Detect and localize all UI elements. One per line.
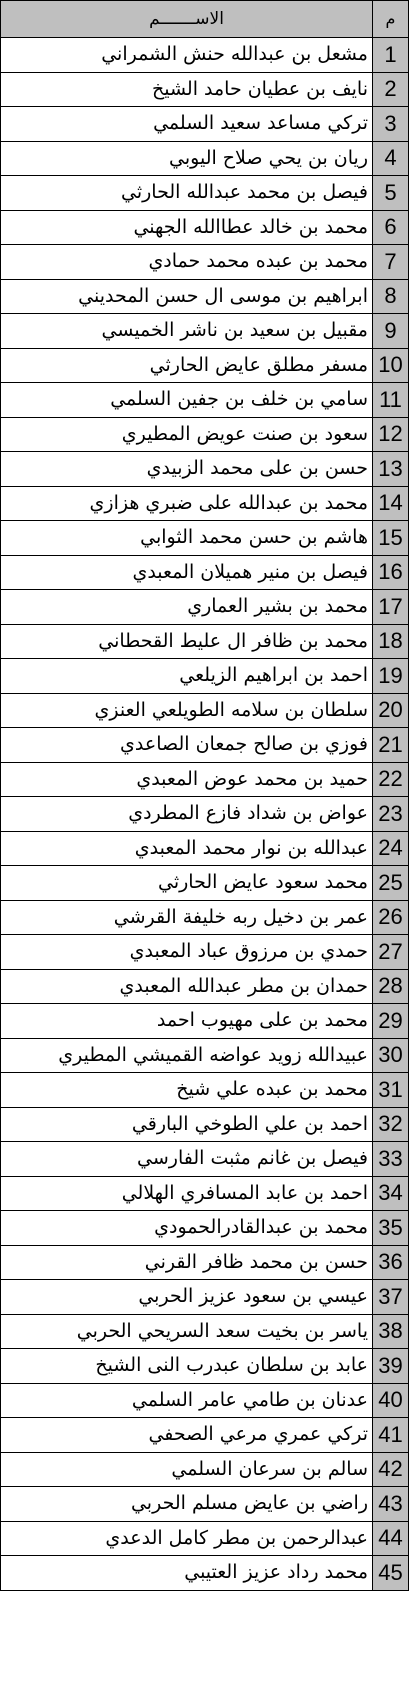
row-number: 4 bbox=[373, 141, 409, 176]
row-number: 30 bbox=[373, 1038, 409, 1073]
table-row bbox=[1, 1142, 409, 1177]
row-name: حميد بن محمد عوض المعبدي bbox=[1, 762, 373, 797]
table-row bbox=[1, 693, 409, 728]
row-name: عبدالله بن نوار محمد المعبدي bbox=[1, 831, 373, 866]
row-name: محمد بن عبدالقادرالحمودي bbox=[1, 1211, 373, 1246]
row-number: 13 bbox=[373, 452, 409, 487]
row-name: عابد بن سلطان عبدرب النى الشيخ bbox=[1, 1349, 373, 1384]
table-row bbox=[1, 935, 409, 970]
row-name: محمد رداد عزيز العتيبي bbox=[1, 1556, 373, 1591]
row-number: 3 bbox=[373, 107, 409, 142]
row-name: عمر بن دخيل ربه خليفة القرشي bbox=[1, 900, 373, 935]
row-name: حسن بن على محمد الزبيدي bbox=[1, 452, 373, 487]
row-number: 10 bbox=[373, 348, 409, 383]
table-header bbox=[1, 1, 409, 38]
row-name: فيصل بن محمد عبدالله الحارثي bbox=[1, 176, 373, 211]
row-name: فيصل بن منير هميلان المعبدي bbox=[1, 555, 373, 590]
row-name: حمدي بن مرزوق عباد المعبدي bbox=[1, 935, 373, 970]
row-number: 35 bbox=[373, 1211, 409, 1246]
table-row bbox=[1, 1211, 409, 1246]
table-row bbox=[1, 1452, 409, 1487]
row-number: 25 bbox=[373, 866, 409, 901]
row-name: هاشم بن حسن محمد الثوابي bbox=[1, 521, 373, 556]
row-number: 28 bbox=[373, 969, 409, 1004]
row-number: 6 bbox=[373, 210, 409, 245]
table-row bbox=[1, 1418, 409, 1453]
row-number: 33 bbox=[373, 1142, 409, 1177]
row-number: 39 bbox=[373, 1349, 409, 1384]
table-row bbox=[1, 866, 409, 901]
row-number: 38 bbox=[373, 1314, 409, 1349]
row-name: عبيدالله زويد عواضه القميشي المطيري bbox=[1, 1038, 373, 1073]
table-row bbox=[1, 762, 409, 797]
row-number: 2 bbox=[373, 72, 409, 107]
row-name: عدنان بن طامي عامر السلمي bbox=[1, 1383, 373, 1418]
row-name: ياسر بن بخيت سعد السريحي الحربي bbox=[1, 1314, 373, 1349]
table-row bbox=[1, 590, 409, 625]
header-row bbox=[1, 1, 409, 38]
row-number: 16 bbox=[373, 555, 409, 590]
row-name: احمد بن ابراهيم الزيلعي bbox=[1, 659, 373, 694]
table-row bbox=[1, 383, 409, 418]
row-number: 21 bbox=[373, 728, 409, 763]
row-number: 8 bbox=[373, 279, 409, 314]
number-column-header: م bbox=[373, 1, 409, 38]
table-row bbox=[1, 1073, 409, 1108]
table-row bbox=[1, 1107, 409, 1142]
row-name: محمد بن على مهيوب احمد bbox=[1, 1004, 373, 1039]
row-name: مقبيل بن سعيد بن ناشر الخميسي bbox=[1, 314, 373, 349]
row-number: 1 bbox=[373, 38, 409, 73]
row-name: عواض بن شداد فازع المطردي bbox=[1, 797, 373, 832]
row-number: 9 bbox=[373, 314, 409, 349]
table-row bbox=[1, 1280, 409, 1315]
row-name: سلطان بن سلامه الطويلعي العنزي bbox=[1, 693, 373, 728]
row-number: 15 bbox=[373, 521, 409, 556]
row-name: تركي عمري مرعي الصحفي bbox=[1, 1418, 373, 1453]
row-number: 34 bbox=[373, 1176, 409, 1211]
row-number: 5 bbox=[373, 176, 409, 211]
row-name: احمد بن علي الطوخي البارقي bbox=[1, 1107, 373, 1142]
table-row bbox=[1, 417, 409, 452]
table-row bbox=[1, 279, 409, 314]
table-row bbox=[1, 452, 409, 487]
table-row bbox=[1, 1176, 409, 1211]
row-name: مشعل بن عبدالله حنش الشمراني bbox=[1, 38, 373, 73]
table-row bbox=[1, 1383, 409, 1418]
row-number: 41 bbox=[373, 1418, 409, 1453]
table-row bbox=[1, 1245, 409, 1280]
table-row bbox=[1, 969, 409, 1004]
row-number: 11 bbox=[373, 383, 409, 418]
row-number: 36 bbox=[373, 1245, 409, 1280]
row-name: محمد بن خالد عطاالله الجهني bbox=[1, 210, 373, 245]
row-name: راضي بن عايض مسلم الحربي bbox=[1, 1487, 373, 1522]
row-name: عيسي بن سعود عزيز الحربي bbox=[1, 1280, 373, 1315]
row-number: 22 bbox=[373, 762, 409, 797]
row-name: محمد بن عبدالله على ضبري هزازي bbox=[1, 486, 373, 521]
table-row bbox=[1, 521, 409, 556]
row-number: 20 bbox=[373, 693, 409, 728]
table-row bbox=[1, 210, 409, 245]
row-name: تركي مساعد سعيد السلمي bbox=[1, 107, 373, 142]
table-row bbox=[1, 176, 409, 211]
table-row bbox=[1, 1004, 409, 1039]
table-row bbox=[1, 831, 409, 866]
row-name: سامي بن خلف بن جفين السلمي bbox=[1, 383, 373, 418]
row-name: محمد بن بشير العماري bbox=[1, 590, 373, 625]
table-row bbox=[1, 245, 409, 280]
table-row bbox=[1, 107, 409, 142]
table-body bbox=[1, 38, 409, 1591]
table-row bbox=[1, 1314, 409, 1349]
row-name: محمد بن ظافر ال عليط القحطاني bbox=[1, 624, 373, 659]
row-number: 42 bbox=[373, 1452, 409, 1487]
row-number: 37 bbox=[373, 1280, 409, 1315]
table-row bbox=[1, 555, 409, 590]
row-number: 7 bbox=[373, 245, 409, 280]
row-name: محمد سعود عايض الحارثي bbox=[1, 866, 373, 901]
row-name: نايف بن عطيان حامد الشيخ bbox=[1, 72, 373, 107]
table-row bbox=[1, 659, 409, 694]
row-number: 40 bbox=[373, 1383, 409, 1418]
table-row bbox=[1, 348, 409, 383]
table-row bbox=[1, 72, 409, 107]
table-row bbox=[1, 1349, 409, 1384]
table-row bbox=[1, 1038, 409, 1073]
row-name: سالم بن سرعان السلمي bbox=[1, 1452, 373, 1487]
row-number: 26 bbox=[373, 900, 409, 935]
row-number: 18 bbox=[373, 624, 409, 659]
row-number: 19 bbox=[373, 659, 409, 694]
row-name: احمد بن عابد المسافري الهلالي bbox=[1, 1176, 373, 1211]
table-row bbox=[1, 486, 409, 521]
row-name: سعود بن صنت عويض المطيري bbox=[1, 417, 373, 452]
table-row bbox=[1, 38, 409, 73]
row-name: فيصل بن غانم مثبت الفارسي bbox=[1, 1142, 373, 1177]
row-number: 43 bbox=[373, 1487, 409, 1522]
row-number: 31 bbox=[373, 1073, 409, 1108]
table-row bbox=[1, 141, 409, 176]
table-row bbox=[1, 314, 409, 349]
row-name: محمد بن عبده علي شيخ bbox=[1, 1073, 373, 1108]
table-row bbox=[1, 1521, 409, 1556]
table-row bbox=[1, 728, 409, 763]
row-number: 24 bbox=[373, 831, 409, 866]
row-name: عبدالرحمن بن مطر كامل الدعدي bbox=[1, 1521, 373, 1556]
row-number: 27 bbox=[373, 935, 409, 970]
table-row bbox=[1, 797, 409, 832]
row-name: ريان بن يحي صلاح اليوبي bbox=[1, 141, 373, 176]
row-number: 45 bbox=[373, 1556, 409, 1591]
row-number: 29 bbox=[373, 1004, 409, 1039]
table-row bbox=[1, 1556, 409, 1591]
table-row bbox=[1, 624, 409, 659]
table-row bbox=[1, 900, 409, 935]
row-name: حسن بن محمد ظافر القرني bbox=[1, 1245, 373, 1280]
row-name: فوزي بن صالح جمعان الصاعدي bbox=[1, 728, 373, 763]
name-column-header: الاســـــــم bbox=[1, 1, 373, 38]
row-number: 44 bbox=[373, 1521, 409, 1556]
row-number: 12 bbox=[373, 417, 409, 452]
row-name: حمدان بن مطر عبدالله المعبدي bbox=[1, 969, 373, 1004]
table-row bbox=[1, 1487, 409, 1522]
row-number: 23 bbox=[373, 797, 409, 832]
row-number: 17 bbox=[373, 590, 409, 625]
row-name: محمد بن عبده محمد حمادي bbox=[1, 245, 373, 280]
row-number: 14 bbox=[373, 486, 409, 521]
row-name: ابراهيم بن موسى ال حسن المحديني bbox=[1, 279, 373, 314]
row-number: 32 bbox=[373, 1107, 409, 1142]
row-name: مسفر مطلق عايض الحارثي bbox=[1, 348, 373, 383]
